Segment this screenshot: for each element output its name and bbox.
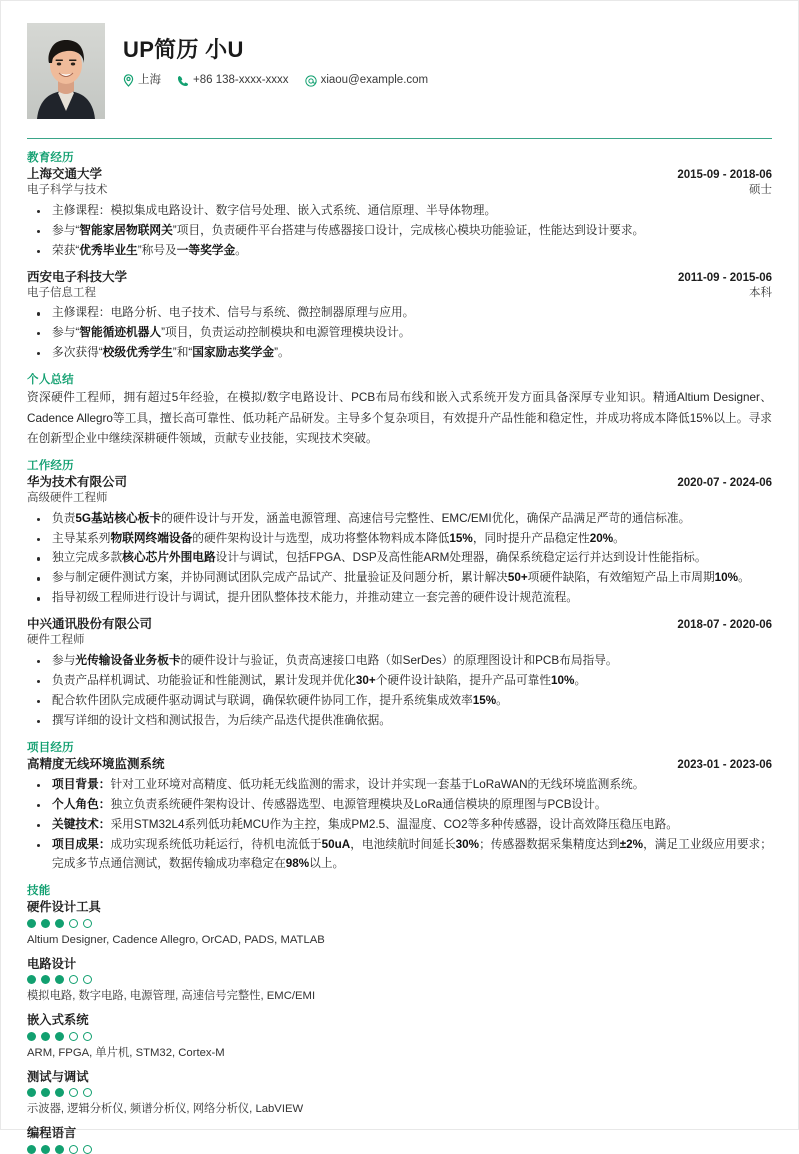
level-dot-empty [69, 1032, 78, 1041]
education-org: 上海交通大学 [27, 167, 103, 182]
list-item: 个人角色：独立负责系统硬件架构设计、传感器选型、电源管理模块及LoRa通信模块的原理图与PCB设计。 [27, 796, 772, 815]
list-item: 项目背景：针对工业环境对高精度、低功耗无线监测的需求，设计并实现一套基于LoRaWAN的无线环境监测系统。 [27, 776, 772, 795]
contact-location [123, 74, 161, 87]
resume-header [27, 23, 772, 125]
section-title-education: 教育经历 [27, 152, 74, 164]
summary-text: 资深硬件工程师，拥有超过5年经验，在模拟/数字电路设计、PCB布局布线和嵌入式系统开发方面具备深厚专业知识。精通Altium Designer、Cadence Allegro等工具，擅长高可靠性、低功耗产品研发。主导多个复杂项目，有效提升产品性能和稳定性，并成功将成本降低15%以上。寻求在创新型企业中继续深耕硬件领域，贡献专业技能，实现技术突破。 [27, 391, 772, 445]
work-entry [27, 616, 772, 730]
level-dot-filled [27, 919, 36, 928]
list-item: 参与制定硬件测试方案，并协同测试团队完成产品试产、批量验证及问题分析，累计解决50+项硬件缺陷，有效缩短产品上市周期10%。 [27, 569, 772, 588]
phone-icon [177, 75, 189, 87]
education-degree: 本科 [749, 286, 772, 299]
avatar [27, 23, 105, 119]
skill-item [27, 1069, 772, 1119]
skill-detail: 模拟电路, 数字电路, 电源管理, 高速信号完整性, EMC/EMI [27, 990, 316, 1003]
list-item: 多次获得“校级优秀学生”和“国家励志奖学金”。 [27, 344, 772, 363]
level-dot-filled [41, 1088, 50, 1097]
education-major: 电子科学与技术 [27, 184, 108, 197]
skill-detail: Altium Designer, Cadence Allegro, OrCAD, PADS, MATLAB [27, 933, 325, 946]
work-bullets [27, 510, 772, 609]
section-skills [27, 884, 772, 1154]
education-bullets [27, 304, 772, 363]
project-bullets [27, 776, 772, 874]
level-dot-filled [55, 1088, 64, 1097]
level-dot-empty [69, 1088, 78, 1097]
skill-item [27, 1125, 772, 1154]
level-dot-filled [55, 919, 64, 928]
skill-item [27, 1012, 772, 1062]
skill-item [27, 956, 772, 1006]
contact-phone-text: +86 138-xxxx-xxxx [193, 74, 289, 87]
list-item: 主导某系列物联网终端设备的硬件架构设计与选型，成功将整体物料成本降低15%，同时提升产品稳定性20%。 [27, 530, 772, 549]
work-company: 中兴通讯股份有限公司 [27, 617, 153, 632]
list-item: 撰写详细的设计文档和测试报告，为后续产品迭代提供准确依据。 [27, 712, 772, 731]
level-dot-empty [69, 1145, 78, 1154]
page-title: UP简历 小U [123, 37, 244, 62]
contact-email-text: xiaou@example.com [320, 74, 429, 87]
level-dot-empty [83, 1088, 92, 1097]
level-dot-filled [41, 1145, 50, 1154]
list-item: 指导初级工程师进行设计与调试，提升团队整体技术能力，并推动建立一套完善的硬件设计规范流程。 [27, 589, 772, 608]
education-major: 电子信息工程 [27, 286, 96, 299]
level-dot-filled [55, 1032, 64, 1041]
level-dot-empty [83, 1032, 92, 1041]
contact-phone [177, 75, 289, 87]
skill-level-dots [27, 975, 772, 984]
skill-detail: 示波器, 逻辑分析仪, 频谱分析仪, 网络分析仪, LabVIEW [27, 1103, 304, 1116]
level-dot-empty [83, 919, 92, 928]
project-entry [27, 756, 772, 874]
education-date: 2015-09 - 2018-06 [677, 169, 772, 182]
level-dot-filled [41, 1032, 50, 1041]
level-dot-empty [69, 919, 78, 928]
list-item: 配合软件团队完成硬件驱动调试与联调，确保软硬件协同工作，提升系统集成效率15%。 [27, 692, 772, 711]
level-dot-filled [27, 1032, 36, 1041]
section-summary [27, 373, 772, 449]
education-bullets [27, 202, 772, 261]
skill-level-dots [27, 1088, 772, 1097]
skill-name: 电路设计 [27, 956, 77, 971]
list-item: 荣获“优秀毕业生”称号及一等奖学金。 [27, 242, 772, 261]
list-item: 项目成果：成功实现系统低功耗运行，待机电流低于50uA，电池续航时间延长30%；传感器数据采集精度达到±2%，满足工业级应用要求；完成多节点通信测试，数据传输成功率稳定在98%以上。 [27, 836, 772, 874]
level-dot-empty [69, 975, 78, 984]
education-date: 2011-09 - 2015-06 [678, 271, 772, 284]
skill-level-dots [27, 1032, 772, 1041]
section-title-skills: 技能 [27, 884, 51, 897]
education-entry [27, 166, 772, 260]
email-icon [305, 75, 317, 87]
work-company: 华为技术有限公司 [27, 475, 128, 490]
education-org: 西安电子科技大学 [27, 269, 128, 284]
skill-name: 编程语言 [27, 1126, 77, 1141]
level-dot-filled [27, 1088, 36, 1097]
skill-item [27, 899, 772, 949]
contact-email [305, 75, 429, 87]
section-title-summary: 个人总结 [27, 374, 74, 386]
skill-name: 测试与调试 [27, 1069, 89, 1084]
education-entry [27, 269, 772, 363]
level-dot-filled [55, 975, 64, 984]
list-item: 参与“智能循迹机器人”项目，负责运动控制模块和电源管理模块设计。 [27, 324, 772, 343]
contact-location-text: 上海 [138, 74, 161, 87]
list-item: 负责5G基站核心板卡的硬件设计与开发，涵盖电源管理、高速信号完整性、EMC/EMI优化，确保产品满足严苛的通信标准。 [27, 510, 772, 529]
level-dot-filled [41, 919, 50, 928]
list-item: 关键技术：采用STM32L4系列低功耗MCU作为主控，集成PM2.5、温湿度、CO2等多种传感器，设计高效降压稳压电路。 [27, 816, 772, 835]
education-degree: 硕士 [749, 184, 772, 197]
level-dot-empty [83, 1145, 92, 1154]
skill-name: 硬件设计工具 [27, 900, 101, 915]
work-title: 硬件工程师 [27, 634, 85, 647]
identity-block [123, 23, 772, 87]
skill-level-dots [27, 919, 772, 928]
list-item: 参与“智能家居物联网关”项目，负责硬件平台搭建与传感器接口设计，完成核心模块功能验证，性能达到设计要求。 [27, 222, 772, 241]
work-bullets [27, 652, 772, 731]
work-date: 2018-07 - 2020-06 [677, 619, 772, 632]
section-title-work: 工作经历 [27, 459, 74, 472]
skill-detail: ARM, FPGA, 单片机, STM32, Cortex-M [27, 1046, 225, 1059]
project-date: 2023-01 - 2023-06 [677, 758, 772, 771]
level-dot-filled [41, 975, 50, 984]
skill-name: 嵌入式系统 [27, 1013, 89, 1028]
list-item: 负责产品样机调试、功能验证和性能测试，累计发现并优化30+个硬件设计缺陷，提升产品可靠性10%。 [27, 672, 772, 691]
level-dot-filled [27, 975, 36, 984]
header-divider [27, 138, 772, 139]
level-dot-filled [55, 1145, 64, 1154]
location-pin-icon [123, 74, 134, 87]
work-title: 高级硬件工程师 [27, 492, 108, 505]
contact-list [123, 74, 772, 87]
project-name: 高精度无线环境监测系统 [27, 756, 165, 771]
level-dot-empty [83, 975, 92, 984]
list-item: 参与光传输设备业务板卡的硬件设计与验证，负责高速接口电路（如SerDes）的原理图设计和PCB布局指导。 [27, 652, 772, 671]
section-education [27, 151, 772, 363]
skill-level-dots [27, 1145, 772, 1154]
section-work [27, 459, 772, 731]
list-item: 主修课程：模拟集成电路设计、数字信号处理、嵌入式系统、通信原理、半导体物理。 [27, 202, 772, 221]
list-item: 独立完成多款核心芯片外围电路设计与调试，包括FPGA、DSP及高性能ARM处理器，确保系统稳定运行并达到设计性能指标。 [27, 549, 772, 568]
level-dot-filled [27, 1145, 36, 1154]
work-entry [27, 474, 772, 608]
section-title-projects: 项目经历 [27, 741, 74, 754]
list-item: 主修课程：电路分析、电子技术、信号与系统、微控制器原理与应用。 [27, 304, 772, 323]
work-date: 2020-07 - 2024-06 [677, 477, 772, 490]
section-projects [27, 741, 772, 874]
